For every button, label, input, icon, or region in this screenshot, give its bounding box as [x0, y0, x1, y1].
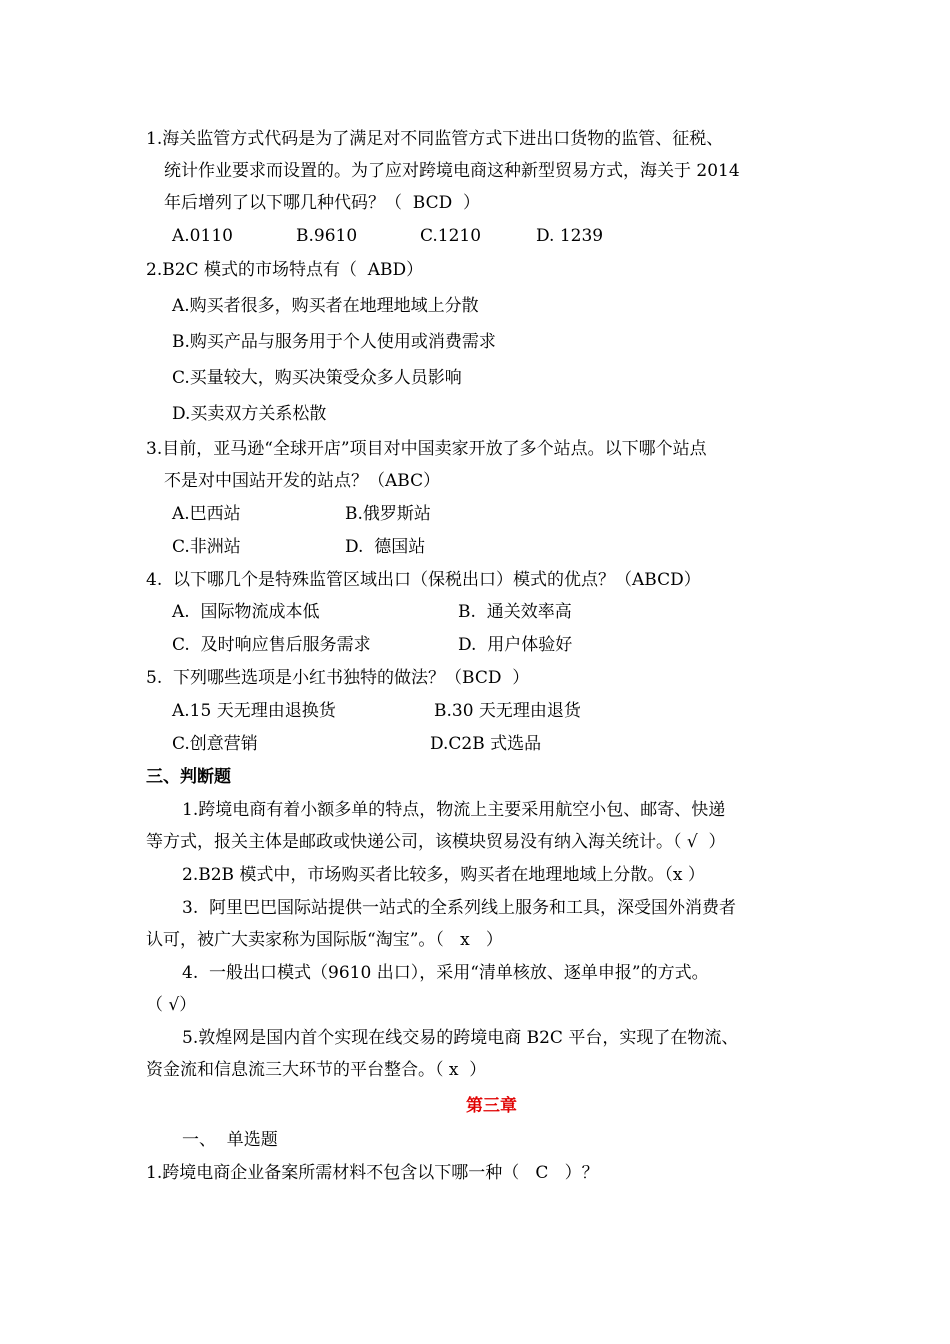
- q1-option-d: D. 1239: [536, 226, 604, 246]
- q3-option-b: B.俄罗斯站: [345, 504, 431, 524]
- q3-option-a: A.巴西站: [172, 504, 241, 524]
- q5-line-1: 5. 下列哪些选项是小红书独特的做法？（BCD ）: [146, 668, 530, 688]
- section-heading-judgement: 三、判断题: [146, 767, 231, 787]
- j5-line-1: 5.敦煌网是国内首个实现在线交易的跨境电商 B2C 平台，实现了在物流、: [182, 1028, 739, 1048]
- q1-option-b: B.9610: [296, 226, 358, 246]
- q5-option-d: D.C2B 式选品: [430, 734, 542, 754]
- q1-line-2: 统计作业要求而设置的。为了应对跨境电商这种新型贸易方式，海关于 2014: [164, 161, 740, 181]
- q5-option-b: B.30 天无理由退货: [434, 701, 581, 721]
- q4-line-1: 4. 以下哪几个是特殊监管区域出口（保税出口）模式的优点？（ABCD）: [146, 570, 701, 590]
- q4-option-b: B. 通关效率高: [458, 602, 572, 622]
- q1-option-c: C.1210: [420, 226, 482, 246]
- j4-line-1: 4. 一般出口模式（9610 出口），采用“清单核放、逐单申报”的方式。: [182, 963, 709, 983]
- c3-q1-line-1: 1.跨境电商企业备案所需材料不包含以下哪一种（ C ）？: [146, 1163, 599, 1183]
- q1-line-3: 年后增列了以下哪几种代码？（ BCD ）: [164, 193, 481, 213]
- q2-option-a: A.购买者很多，购买者在地理地域上分散: [172, 296, 479, 316]
- j3-line-2: 认可，被广大卖家称为国际版“淘宝”。（ x ）: [146, 930, 503, 950]
- j2-line-1: 2.B2B 模式中，市场购买者比较多，购买者在地理地域上分散。（x ）: [182, 865, 705, 885]
- j1-line-1: 1.跨境电商有着小额多单的特点，物流上主要采用航空小包、邮寄、快递: [182, 800, 726, 820]
- q4-option-c: C. 及时响应售后服务需求: [172, 635, 371, 655]
- q3-line-2: 不是对中国站开发的站点？（ABC）: [164, 471, 441, 491]
- q4-option-d: D. 用户体验好: [458, 635, 573, 655]
- chapter-heading: 第三章: [466, 1096, 517, 1116]
- q3-line-1: 3.目前，亚马逊“全球开店”项目对中国卖家开放了多个站点。以下哪个站点: [146, 439, 707, 459]
- q1-option-a: A.0110: [172, 226, 233, 246]
- q2-line-1: 2.B2C 模式的市场特点有（ ABD）: [146, 260, 424, 280]
- j3-line-1: 3. 阿里巴巴国际站提供一站式的全系列线上服务和工具，深受国外消费者: [182, 898, 737, 918]
- q2-option-d: D.买卖双方关系松散: [172, 404, 327, 424]
- q4-option-a: A. 国际物流成本低: [172, 602, 320, 622]
- j4-line-2: （ √）: [146, 995, 197, 1015]
- q1-line-1: 1.海关监管方式代码是为了满足对不同监管方式下进出口货物的监管、征税、: [146, 129, 724, 149]
- q5-option-a: A.15 天无理由退换货: [172, 701, 336, 721]
- q2-option-b: B.购买产品与服务用于个人使用或消费需求: [172, 332, 496, 352]
- section-heading-single-choice: 一、 单选题: [182, 1130, 278, 1150]
- q3-option-d: D. 德国站: [345, 537, 426, 557]
- q5-option-c: C.创意营销: [172, 734, 258, 754]
- j1-line-2: 等方式，报关主体是邮政或快递公司，该模块贸易没有纳入海关统计。（ √ ）: [146, 832, 726, 852]
- q2-option-c: C.买量较大，购买决策受众多人员影响: [172, 368, 462, 388]
- q3-option-c: C.非洲站: [172, 537, 241, 557]
- j5-line-2: 资金流和信息流三大环节的平台整合。（ x ）: [146, 1060, 487, 1080]
